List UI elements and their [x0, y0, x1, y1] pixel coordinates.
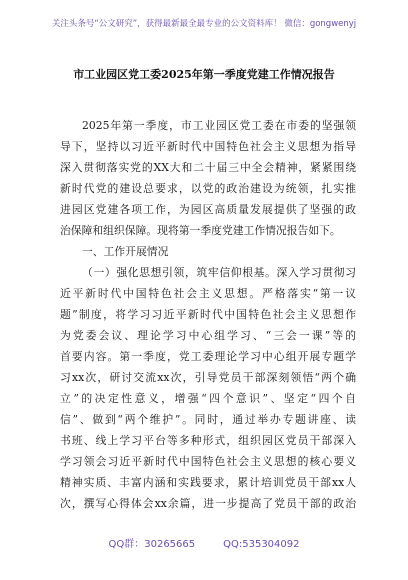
paragraph-line: 学习领会习近平新时代中国特色社会主义思想的核心要义: [60, 455, 356, 468]
paragraph-line: 深入贯彻落实党的XX大和二十届三中全会精神，紧紧围绕: [60, 161, 356, 174]
header-banner: 关注头条号“公文研究”，获得最新最全最专业的公文资料库！ 微信：gongwenyj: [51, 19, 357, 29]
paragraph-line: 精神实质、丰富内涵和实践要求，累计培训党员干部xx人: [60, 476, 356, 489]
paragraph-line: 立”的决定性意义，增强“四个意识”、坚定“四个自: [60, 392, 356, 405]
document-title: 市工业园区党工委2025年第一季度党建工作情况报告: [73, 68, 335, 81]
section-heading: 一、工作开展情况: [82, 245, 169, 258]
paragraph-line: 题”制度，将学习习近平新时代中国特色社会主义思想作: [60, 308, 356, 321]
paragraph-line: 导下，坚持以习近平新时代中国特色社会主义思想为指导: [60, 140, 356, 153]
paragraph-line: 2025年第一季度，市工业园区党工委在市委的坚强领: [82, 119, 356, 132]
qq-contact-number: QQ:535304092: [223, 539, 300, 550]
paragraph-line: 治保障和组织保障。现将第一季度党建工作情况报告如下。: [60, 224, 341, 237]
paragraph-line: 近平新时代中国特色社会主义思想。严格落实“第一议: [60, 287, 356, 300]
paragraph-line: 首要内容。第一季度，党工委理论学习中心组开展专题学: [60, 350, 356, 363]
paragraph-line: 次，撰写心得体会xx余篇，进一步提高了党员干部的政治: [60, 497, 356, 510]
qq-group-number: QQ群：30265665: [108, 539, 196, 550]
document-body: [60, 115, 356, 514]
footer-contact: [0, 535, 408, 550]
paragraph-line: 信”、做到“两个维护”。同时，通过举办专题讲座、读: [60, 413, 356, 426]
paragraph-line: 书班、线上学习平台等多种形式，组织园区党员干部深入: [60, 434, 356, 447]
paragraph-line: 新时代党的建设总要求，以党的政治建设为统领，扎实推: [60, 182, 356, 195]
paragraph-line: （一）强化思想引领，筑牢信仰根基。深入学习贯彻习: [82, 266, 356, 279]
paragraph-line: 进园区党建各项工作，为园区高质量发展提供了坚强的政: [60, 203, 356, 216]
paragraph-line: 为党委会议、理论学习中心组学习、“三会一课”等的: [60, 329, 356, 342]
paragraph-line: 习xx次，研讨交流xx次，引导党员干部深刻领悟“两个确: [60, 371, 356, 384]
